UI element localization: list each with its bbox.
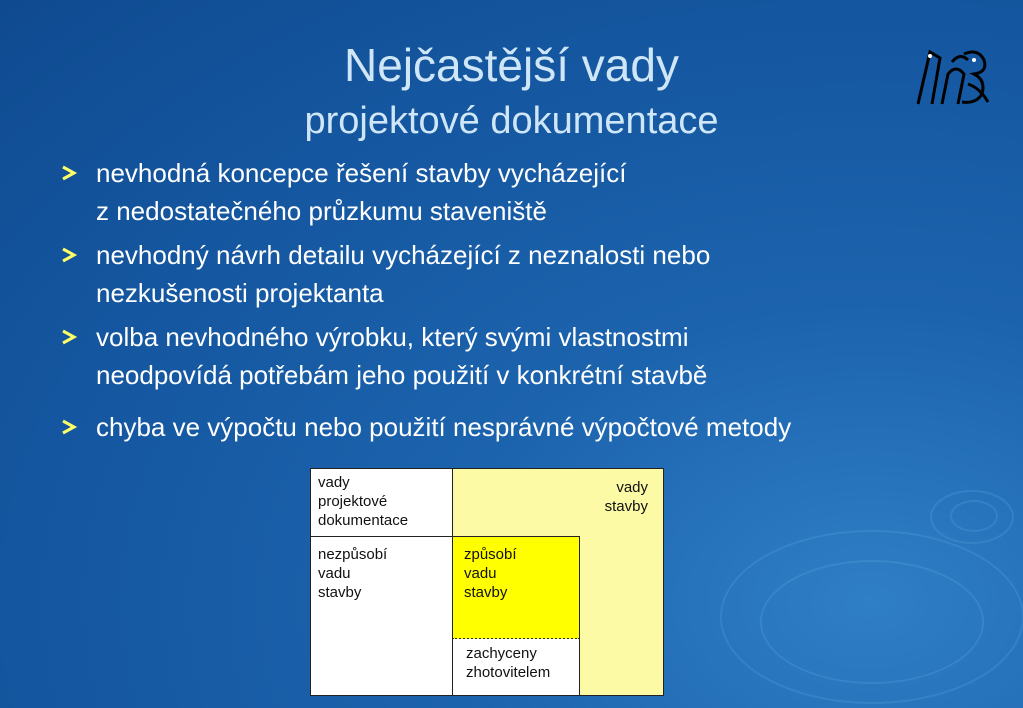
slide-title: Nejčastější vady xyxy=(344,39,679,91)
not-causing-box xyxy=(310,536,453,696)
bullet-line: neodpovídá potřebám jeho použití v konkrétní stavbě xyxy=(96,360,708,390)
label-line: nezpůsobí xyxy=(318,546,388,563)
label-line: zachyceny xyxy=(466,645,537,662)
bullet-line: volba nevhodného výrobku, který svými vlastnostmi xyxy=(96,322,689,352)
bullet-item xyxy=(60,154,960,230)
bullet-line: chyba ve výpočtu nebo použití nesprávné výpočtové metody xyxy=(96,412,792,442)
caught-box xyxy=(452,639,580,696)
bullet-item xyxy=(60,408,960,446)
lion-emblem-icon xyxy=(908,44,994,112)
label-line: způsobí xyxy=(464,546,517,563)
label-line: projektové xyxy=(318,493,388,510)
arrow-bullet-icon xyxy=(60,419,78,435)
arrow-bullet-icon xyxy=(60,165,78,181)
bullet-line: z nedostatečného průzkumu staveniště xyxy=(96,196,547,226)
bullet-line: nevhodná koncepce řešení stavby vycházející xyxy=(96,158,627,188)
bullet-item xyxy=(60,318,960,394)
bullet-item xyxy=(60,236,960,312)
building-defects-label: vady xyxy=(616,479,648,496)
label-line: stavby xyxy=(318,584,362,601)
defects-diagram xyxy=(310,468,664,696)
bullet-line: nevhodný návrh detailu vycházející z neznalosti nebo xyxy=(96,240,711,270)
slide-subtitle: projektové dokumentace xyxy=(304,100,719,142)
bullet-list xyxy=(60,154,960,452)
label-line: stavby xyxy=(464,584,508,601)
label-line: vady xyxy=(318,474,350,491)
label-line: vadu xyxy=(464,565,497,582)
causing-box xyxy=(452,536,580,640)
label-line: dokumentace xyxy=(318,512,409,529)
arrow-bullet-icon xyxy=(60,247,78,263)
arrow-bullet-icon xyxy=(60,329,78,345)
building-defects-label: stavby xyxy=(604,498,648,515)
label-line: zhotovitelem xyxy=(466,664,551,681)
bullet-line: nezkušenosti projektanta xyxy=(96,278,384,308)
project-defects-label xyxy=(318,473,448,530)
label-line: vadu xyxy=(318,565,351,582)
